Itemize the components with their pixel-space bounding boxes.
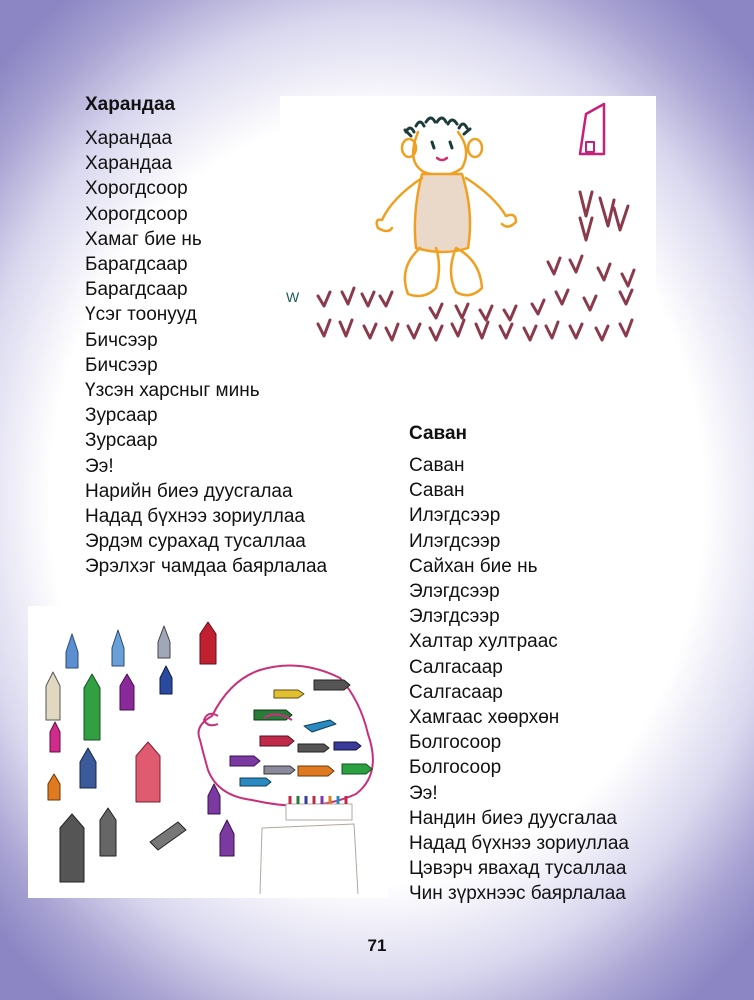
poem-line: Нарийн биеэ дуусгалаа — [85, 480, 293, 502]
poem-line: Элэгдсээр — [409, 581, 500, 603]
poem-line: Цэвэрч явахад тусаллаа — [409, 858, 627, 880]
poem-line: Надад бүхнээ зориуллаа — [85, 506, 305, 528]
poem-line: Болгосоор — [409, 732, 502, 754]
poem-line: Хорогдсоор — [85, 203, 188, 225]
poem-title-savan: Саван — [409, 423, 467, 444]
poem-line: Болгосоор — [409, 757, 502, 779]
poem-lines-savan — [409, 453, 629, 907]
poem-line: Илэгдсээр — [409, 505, 501, 527]
poem-line: Саван — [409, 455, 465, 476]
child-drawing-fish-with-pencils-icon — [28, 606, 388, 898]
poem-line: Барагдсаар — [85, 279, 188, 301]
poem-title-harandaa: Харандаа — [85, 94, 176, 115]
poem-line: Саван — [409, 480, 465, 502]
poem-line: Барагдсаар — [85, 254, 188, 276]
poem-line: Хорогдсоор — [85, 178, 188, 200]
poem-line: Халтар хултраас — [409, 631, 558, 653]
poem-line: Надад бүхнээ зориуллаа — [409, 833, 629, 855]
poem-line: Зурсаар — [85, 405, 158, 427]
poem-line: Сайхан бие нь — [409, 555, 538, 577]
poem-line: Ээ! — [409, 782, 438, 804]
poem-line: Зурсаар — [85, 430, 158, 452]
poem-line: Эрэлхэг чамдаа баярлалаа — [85, 556, 328, 578]
poem-line: Бичсээр — [85, 329, 158, 351]
poem-line: Харандаа — [85, 128, 173, 149]
child-drawing-boy-with-grass-icon — [280, 96, 656, 364]
poem-line: Хамгаас хөөрхөн — [409, 707, 560, 729]
poem-line: Чин зүрхнээс баярлалаа — [409, 883, 626, 905]
poem-line: Илэгдсээр — [409, 530, 501, 552]
poem-line: Хамаг бие нь — [85, 228, 202, 250]
svg-text:W: W — [286, 289, 300, 305]
poem-line: Үзсэн харсныг минь — [85, 380, 260, 402]
poem-line: Нандин биеэ дуусгалаа — [409, 807, 617, 829]
poem-line: Салгасаар — [409, 681, 503, 703]
poem-line: Элэгдсээр — [409, 606, 500, 628]
poem-line: Үсэг тоонууд — [85, 304, 197, 326]
poem-line: Ээ! — [85, 455, 114, 477]
poem-line: Бичсээр — [85, 354, 158, 376]
page-number: 71 — [367, 936, 387, 955]
poem-line: Салгасаар — [409, 656, 503, 678]
poem-line: Харандаа — [85, 153, 173, 175]
poem-line: Эрдэм сурахад тусаллаа — [85, 531, 306, 553]
